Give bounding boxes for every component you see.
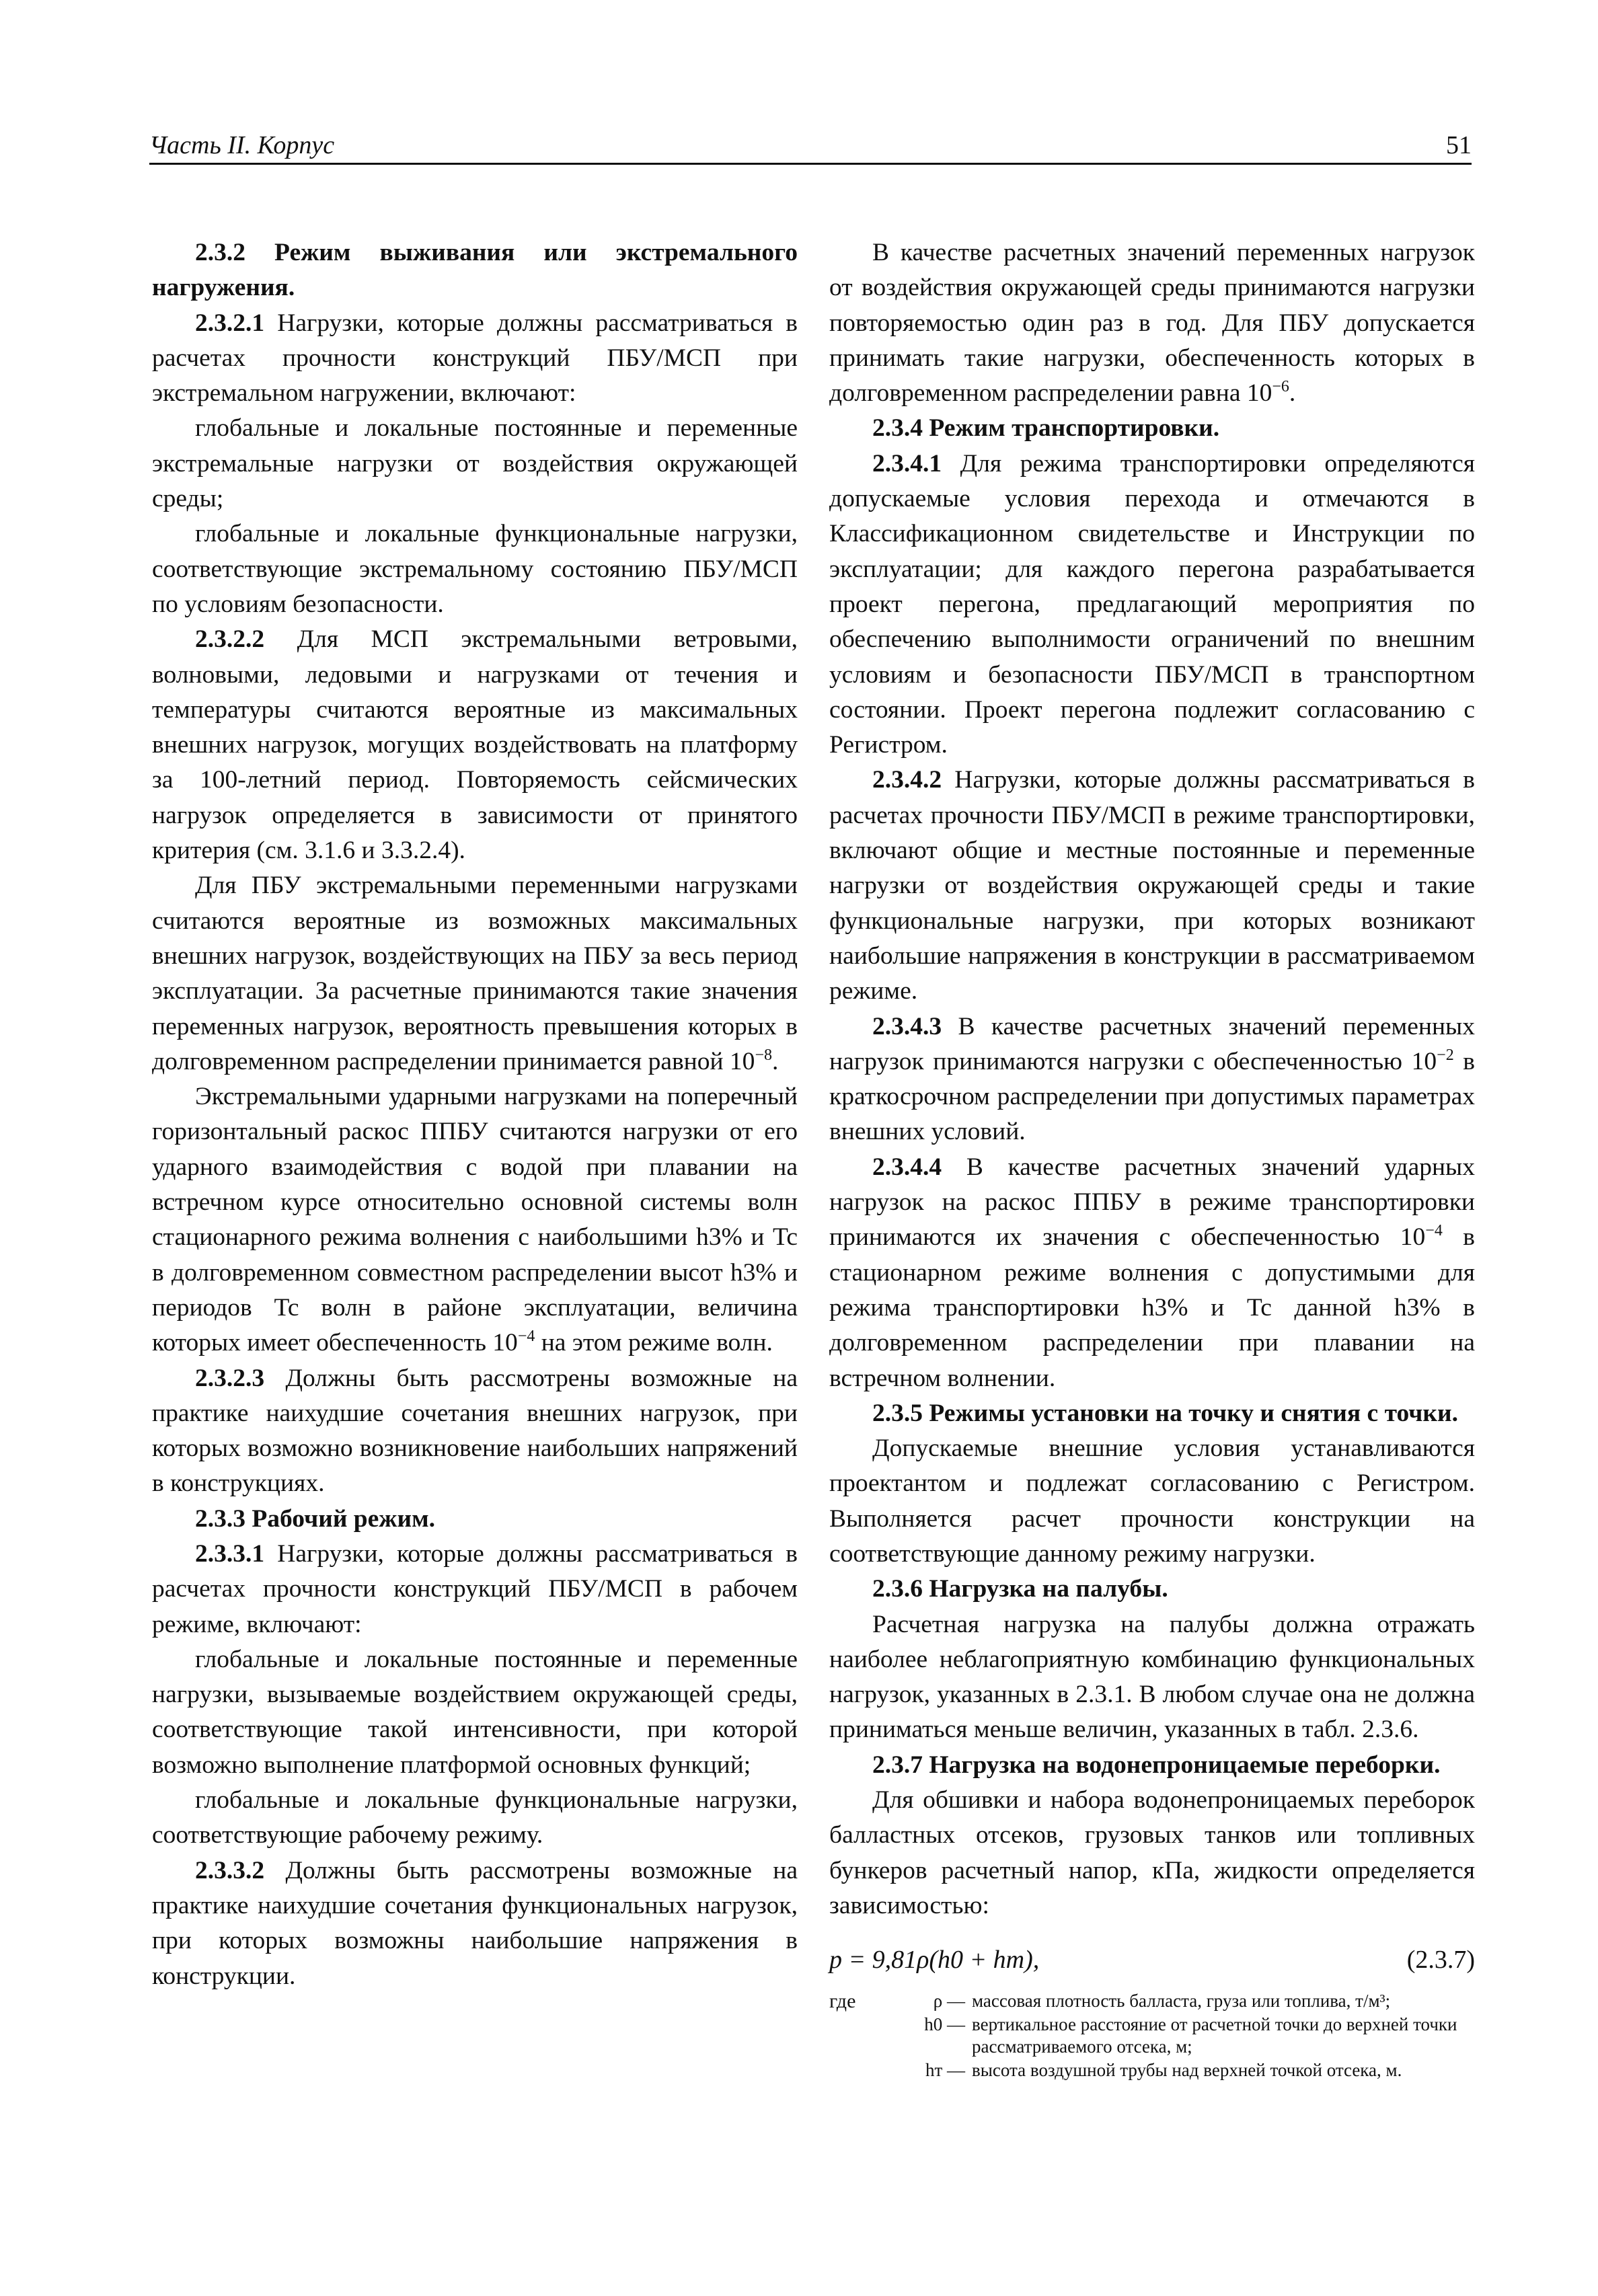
- paragraph: [829, 1150, 1475, 1396]
- paragraph-text: Для ПБУ экстремальными переменными нагрузками считаются вероятные из возможных максимальных внешних нагрузок, воздействующих на ПБУ за весь период эксплуатации. За расчетные принимаются такие значения переменных нагрузок, вероятность превышения которых в долговременном распределении принимается равной 10: [152, 872, 798, 1075]
- paragraph-text: глобальные и локальные постоянные и переменные экстремальные нагрузки от воздействия окружающей среды;: [152, 414, 798, 513]
- heading-title: Режимы установки на точку и снятия с точки.: [929, 1399, 1459, 1427]
- paragraph: [829, 235, 1475, 411]
- paragraph-text: в стационарном режиме волнения с допустимыми для режима транспортировки h3% и Tc данной h3% в долговременном распределении при плавании на встречном волнении.: [829, 1223, 1475, 1392]
- paragraph: [829, 1009, 1475, 1150]
- paragraph: [152, 1361, 798, 1502]
- paragraph-text: Должны быть рассмотрены возможные на практике наихудшие сочетания внешних нагрузок, при которых возможно возникновение наибольших напряжений в конструкциях.: [152, 1364, 798, 1498]
- paragraph: [152, 306, 798, 412]
- clause-number: 2.3.3: [195, 1504, 245, 1533]
- left-column: [152, 235, 798, 1994]
- legend-row: [829, 1990, 1475, 2014]
- clause-number: 2.3.3.1: [195, 1539, 265, 1568]
- formula-2-3-7: [829, 1942, 1475, 1977]
- paragraph-text: В качестве расчетных значений переменных нагрузок от воздействия окружающей среды принимаются нагрузки повторяемостью один раз в год. Для ПБУ допускается принимать такие нагрузки, обеспеченность которых в долговременном распределении равна 10: [829, 239, 1475, 408]
- exponent: −4: [517, 1328, 535, 1346]
- paragraph-text: .: [771, 1047, 779, 1075]
- legend-symbol: h0 —: [924, 2014, 965, 2034]
- page-number: 51: [1446, 131, 1472, 159]
- paragraph: [829, 447, 1475, 763]
- paragraph-text: глобальные и локальные функциональные нагрузки, соответствующие экстремальному состоянию ПБУ/МСП по условиям безопасности.: [152, 520, 798, 618]
- paragraph: [152, 1783, 798, 1853]
- section-heading: [152, 1502, 798, 1537]
- clause-number: 2.3.4.4: [872, 1153, 942, 1181]
- clause-number: 2.3.2.3: [195, 1364, 265, 1392]
- section-heading: [829, 1748, 1475, 1783]
- formula-number: (2.3.7): [1406, 1946, 1475, 1975]
- legend-description: массовая плотность балласта, груза или топлива, т/м³;: [972, 1990, 1391, 2011]
- clause-number: 2.3.2.2: [195, 625, 265, 654]
- section-heading: [829, 1396, 1475, 1431]
- clause-number: 2.3.2: [195, 239, 245, 266]
- paragraph-text: Нагрузки, которые должны рассматриваться в расчетах прочности ПБУ/МСП в режиме транспортировки, включают общие и местные постоянные и переменные нагрузки от воздействия окружающей среды и такие функциональные нагрузки, при которых возникают наибольшие напряжения в конструкции в рассматриваемом режиме.: [829, 766, 1475, 1005]
- right-column: [829, 235, 1475, 2083]
- clause-number: 2.3.4.3: [872, 1012, 942, 1040]
- clause-number: 2.3.4: [872, 414, 923, 443]
- paragraph: [152, 516, 798, 622]
- paragraph: [152, 622, 798, 868]
- paragraph-text: Допускаемые внешние условия устанавливаются проектантом и подлежат согласованию с Регистром. Выполняется расчет прочности конструкции на соответствующие данному режиму нагрузки.: [829, 1434, 1475, 1568]
- heading-title: Нагрузка на палубы.: [929, 1575, 1168, 1603]
- clause-number: 2.3.3.2: [195, 1856, 265, 1884]
- paragraph-text: Нагрузки, которые должны рассматриваться в расчетах прочности конструкций ПБУ/МСП при экстремальном нагружении, включают:: [152, 309, 798, 408]
- legend-row: [829, 2014, 1475, 2059]
- clause-number: 2.3.7: [872, 1751, 923, 1779]
- paragraph: [829, 1607, 1475, 1748]
- exponent: −6: [1272, 378, 1289, 396]
- paragraph-text: Экстремальными ударными нагрузками на поперечный горизонтальный раскос ППБУ считаются нагрузки от его ударного взаимодействия с водой при плавании на встречном курсе относительно основной системы волн стационарного режима волнения с наибольшими h3% и Tc в долговременном совместном распределении высот h3% и периодов Tc волн в районе эксплуатации, величина которых имеет обеспеченность 10: [152, 1083, 798, 1357]
- legend-symbol: ρ —: [933, 1990, 965, 2011]
- paragraph-text: В качестве расчетных значений ударных нагрузок на раскос ППБУ в режиме транспортировки принимаются их значения с обеспеченностью 10: [829, 1153, 1475, 1252]
- right-paragraphs: [829, 235, 1475, 1923]
- legend-symbol: hт —: [925, 2059, 965, 2080]
- clause-number: 2.3.5: [872, 1399, 923, 1427]
- paragraph-text: Расчетная нагрузка на палубы должна отражать наиболее неблагоприятную комбинацию функциональных нагрузок, указанных в 2.3.1. В любом случае она не должна приниматься меньше величин, указанных в табл. 2.3.6.: [829, 1610, 1475, 1744]
- paragraph-text: В качестве расчетных значений переменных нагрузок принимаются нагрузки с обеспеченностью 10: [829, 1012, 1476, 1075]
- paragraph-text: Должны быть рассмотрены возможные на практике наихудшие сочетания функциональных нагрузок, при которых возможны наибольшие напряжения в конструкции.: [152, 1856, 798, 1990]
- paragraph: [829, 1783, 1475, 1923]
- formula-legend: [829, 1990, 1475, 2083]
- running-header: [149, 130, 1472, 165]
- section-heading: [829, 1572, 1475, 1607]
- paragraph: [152, 411, 798, 516]
- exponent: −2: [1437, 1046, 1454, 1064]
- paragraph: [829, 763, 1475, 1009]
- paragraph-text: в краткосрочном распределении при допустимых параметрах внешних условий.: [829, 1047, 1475, 1146]
- clause-number: 2.3.4.1: [872, 449, 942, 477]
- paragraph: [152, 1079, 798, 1361]
- running-title: Часть II. Корпус: [149, 131, 335, 159]
- paragraph: [152, 868, 798, 1079]
- exponent: −4: [1425, 1222, 1443, 1240]
- heading-title: Режим выживания или экстремального нагружения.: [152, 239, 798, 302]
- paragraph-text: глобальные и локальные постоянные и переменные нагрузки, вызываемые воздействием окружающей среды, соответствующие такой интенсивности, при которой возможно выполнение платформой основных функций;: [152, 1645, 798, 1779]
- paragraph: [152, 1642, 798, 1783]
- paragraph: [829, 1431, 1475, 1572]
- paragraph-text: глобальные и локальные функциональные нагрузки, соответствующие рабочему режиму.: [152, 1786, 798, 1849]
- legend-row: [829, 2059, 1475, 2083]
- section-heading: [829, 411, 1475, 446]
- paragraph: [152, 1853, 798, 1994]
- legend-description: вертикальное расстояние от расчетной точки до верхней точки рассматриваемого отсека, м;: [972, 2014, 1457, 2057]
- paragraph: [152, 1537, 798, 1642]
- formula-expression: p = 9,81ρ(h0 + hт),: [829, 1946, 1040, 1975]
- clause-number: 2.3.2.1: [195, 309, 265, 337]
- exponent: −8: [755, 1046, 772, 1064]
- paragraph-text: Для обшивки и набора водонепроницаемых переборок балластных отсеков, грузовых танков или топливных бункеров расчетный напор, кПа, жидкости определяется зависимостью:: [829, 1786, 1475, 1919]
- clause-number: 2.3.4.2: [872, 766, 942, 794]
- paragraph-text: на этом режиме волн.: [535, 1329, 773, 1357]
- legend-where: где: [829, 1989, 856, 2012]
- heading-title: Режим транспортировки.: [929, 414, 1220, 443]
- legend-description: высота воздушной трубы над верхней точкой отсека, м.: [972, 2059, 1402, 2080]
- section-heading: [152, 235, 798, 306]
- paragraph-text: Для МСП экстремальными ветровыми, волновыми, ледовыми и нагрузками от течения и температуры считаются вероятные из максимальных внешних нагрузок, могущих воздействовать на платформу за 100-летний период. Повторяемость сейсмических нагрузок определяется в зависимости от принятого критерия (см. 3.1.6 и 3.3.2.4).: [152, 625, 798, 865]
- clause-number: 2.3.6: [872, 1575, 923, 1603]
- paragraph-text: Для режима транспортировки определяются допускаемые условия перехода и отмечаются в Классификационном свидетельстве и Инструкции по эксплуатации; для каждого перегона разрабатывается проект перегона, предлагающий мероприятия по обеспечению выполнимости ограничений по внешним условиям и безопасности ПБУ/МСП в транспортном состоянии. Проект перегона подлежит согласованию с Регистром.: [829, 449, 1475, 759]
- paragraph-text: Нагрузки, которые должны рассматриваться в расчетах прочности конструкций ПБУ/МСП в рабочем режиме, включают:: [152, 1539, 798, 1638]
- paragraph-text: .: [1289, 379, 1296, 408]
- heading-title: Нагрузка на водонепроницаемые переборки.: [929, 1751, 1441, 1779]
- heading-title: Рабочий режим.: [252, 1504, 436, 1533]
